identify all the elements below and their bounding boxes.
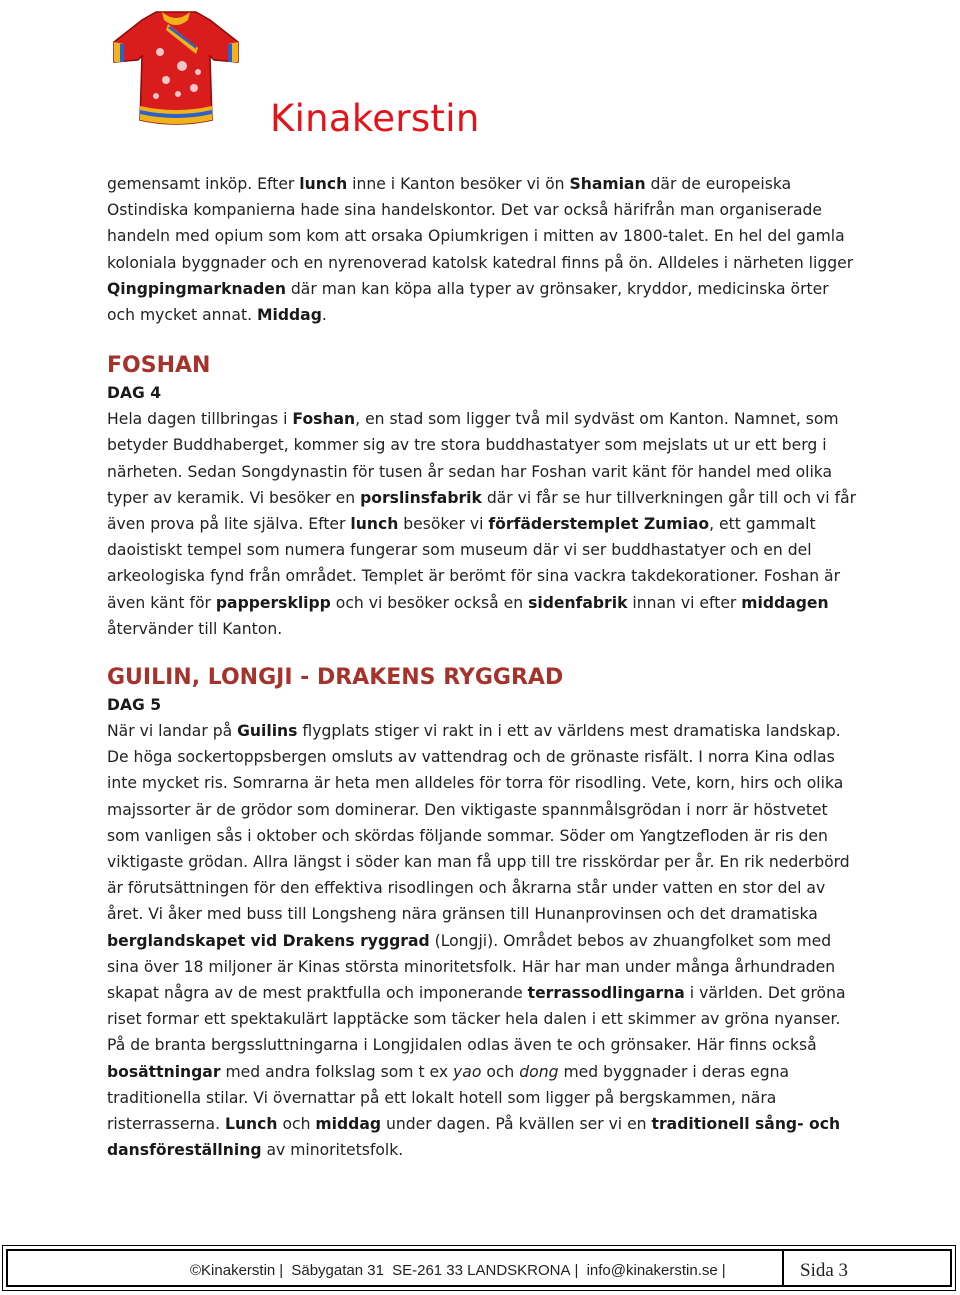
- section-title-foshan: FOSHAN: [107, 353, 211, 379]
- guilin-paragraph: När vi landar på Guilins flygplats stiger vi rakt in i ett av världens mest dramatiska landskap. De höga sockertoppsbergen omsluts av vattendrag och de grönaste risfält. I norra Kina odlas inte mycket ris. Somrarna är heta men alldeles för torra för risodling. Vete, korn, hirs och olika majssorter är de grödor som dominerar. Den viktigaste spannmålsgrödan i norr är höstvetet som vanligen sås i oktober och skördas följande sommar. Söder om Yangtzefloden är ris den viktigaste grödan. Allra längst i söder kan man få upp till tre risskördar per år. En rik nederbörd är förutsättningen för den effektiva risodlingen och åkrarna står under vatten en stor del av året. Vi åker med buss till Longsheng nära gränsen till Hunanprovinsen och det dramatiska berglandskapet vid Drakens ryggrad (Longji). Området bebos av zhuangfolket som med sina över 18 miljoner är Kinas största minoritetsfolk. Här har man under många århundraden skapat några av de mest praktfulla och imponerande terrassodlingarna i världen. Det gröna riset formar ett spektakulärt lapptäcke som täcker hela dalen i ett skimmer av gröna nyanser. På de branta bergssluttningarna i Longjidalen odlas även te och grönsaker. Här finns också bosättningar med andra folkslag som t ex yao och dong med byggnader i deras egna traditionella stilar. Vi övernattar på ett lokalt hotell som ligger på bergskammen, nära risterrasserna. Lunch och middag under dagen. På kvällen ser vi en traditionell sång- och dansföreställning av minoritetsfolk.: [107, 722, 850, 1160]
- italic-term: dong: [519, 1062, 559, 1081]
- day-label-4: DAG 4: [107, 384, 162, 403]
- bold-term: Shamian: [569, 175, 646, 193]
- day-label-5: DAG 5: [107, 696, 162, 715]
- bold-term: middag: [315, 1115, 382, 1134]
- body-content: [107, 171, 857, 1164]
- footer-separator: |: [721, 1262, 726, 1279]
- page-number: Sida 3: [800, 1260, 849, 1281]
- chinese-robe-icon: [110, 2, 242, 134]
- footer-company: ©Kinakerstin: [190, 1262, 276, 1279]
- footer-contact: [190, 1262, 730, 1279]
- page-number-box: [782, 1251, 864, 1285]
- bold-term: traditionell sång- och dansföreställning: [107, 1115, 841, 1160]
- bold-term: lunch: [299, 175, 348, 193]
- brand-title: Kinakerstin: [270, 97, 480, 140]
- footer-street: Säbygatan 31: [291, 1262, 384, 1279]
- bold-term: Middag: [257, 306, 322, 325]
- bold-term: Guilins: [237, 722, 298, 741]
- bold-term: lunch: [350, 515, 399, 534]
- footer-separator: |: [279, 1262, 284, 1279]
- bold-term: porslinsfabrik: [360, 488, 482, 507]
- bold-term: berglandskapet vid Drakens ryggrad: [107, 931, 430, 950]
- foshan-paragraph: Hela dagen tillbringas i Foshan, en stad som ligger två mil sydväst om Kanton. Namnet, som betyder Buddhaberget, kommer sig av tre stora buddhastatyer som mejslats ut ur ett berg i närheten. Sedan Songdynastin för tusen år sedan har Foshan varit känt för handel med olika typer av keramik. Vi besöker en porslinsfabrik där vi får se hur tillverkningen går till och vi får även prova på lite själva. Efter lunch besöker vi förfäderstemplet Zumiao, ett gammalt daoistiskt tempel som numera fungerar som museum där vi ser buddhastatyer och en del arkeologiska fynd från området. Templet är berömt för sina vackra takdekorationer. Foshan är även känt för pappersklipp och vi besöker också en sidenfabrik innan vi efter middagen återvänder till Kanton.: [107, 410, 857, 638]
- page-footer: [2, 1245, 956, 1291]
- bold-term: Lunch: [225, 1115, 278, 1134]
- section-title-guilin: GUILIN, LONGJI - DRAKENS RYGGRAD: [107, 665, 564, 691]
- footer-postal: SE-261 33 LANDSKRONA: [392, 1262, 571, 1279]
- footer-email[interactable]: info@kinakerstin.se: [586, 1262, 718, 1279]
- bold-term: terrassodlingarna: [527, 984, 685, 1003]
- intro-paragraph: gemensamt inköp. Efter lunch inne i Kanton besöker vi ön Shamian där de europeiska Ostindiska kompanierna hade sina handelskontor. Det var också härifrån man organiserade handeln med opium som kom att orsaka Opiumkrigen i mitten av 1800-talet. En hel del gamla koloniala byggnader och en nyrenoverad katolsk katedral finns på ön. Alldeles i närheten ligger Qingpingmarknaden där man kan köpa alla typer av grönsaker, kryddor, medicinska örter och mycket annat. Middag.: [107, 175, 854, 325]
- bold-term: sidenfabrik: [528, 593, 628, 612]
- bold-term: bosättningar: [107, 1062, 221, 1081]
- bold-term: Foshan: [292, 410, 356, 429]
- bold-term: pappersklipp: [215, 593, 331, 612]
- italic-term: yao: [453, 1062, 482, 1081]
- bold-term: Qingpingmarknaden: [107, 279, 286, 298]
- bold-term: förfäderstemplet Zumiao: [488, 515, 710, 534]
- bold-term: middagen: [741, 593, 829, 612]
- footer-separator: |: [574, 1262, 579, 1279]
